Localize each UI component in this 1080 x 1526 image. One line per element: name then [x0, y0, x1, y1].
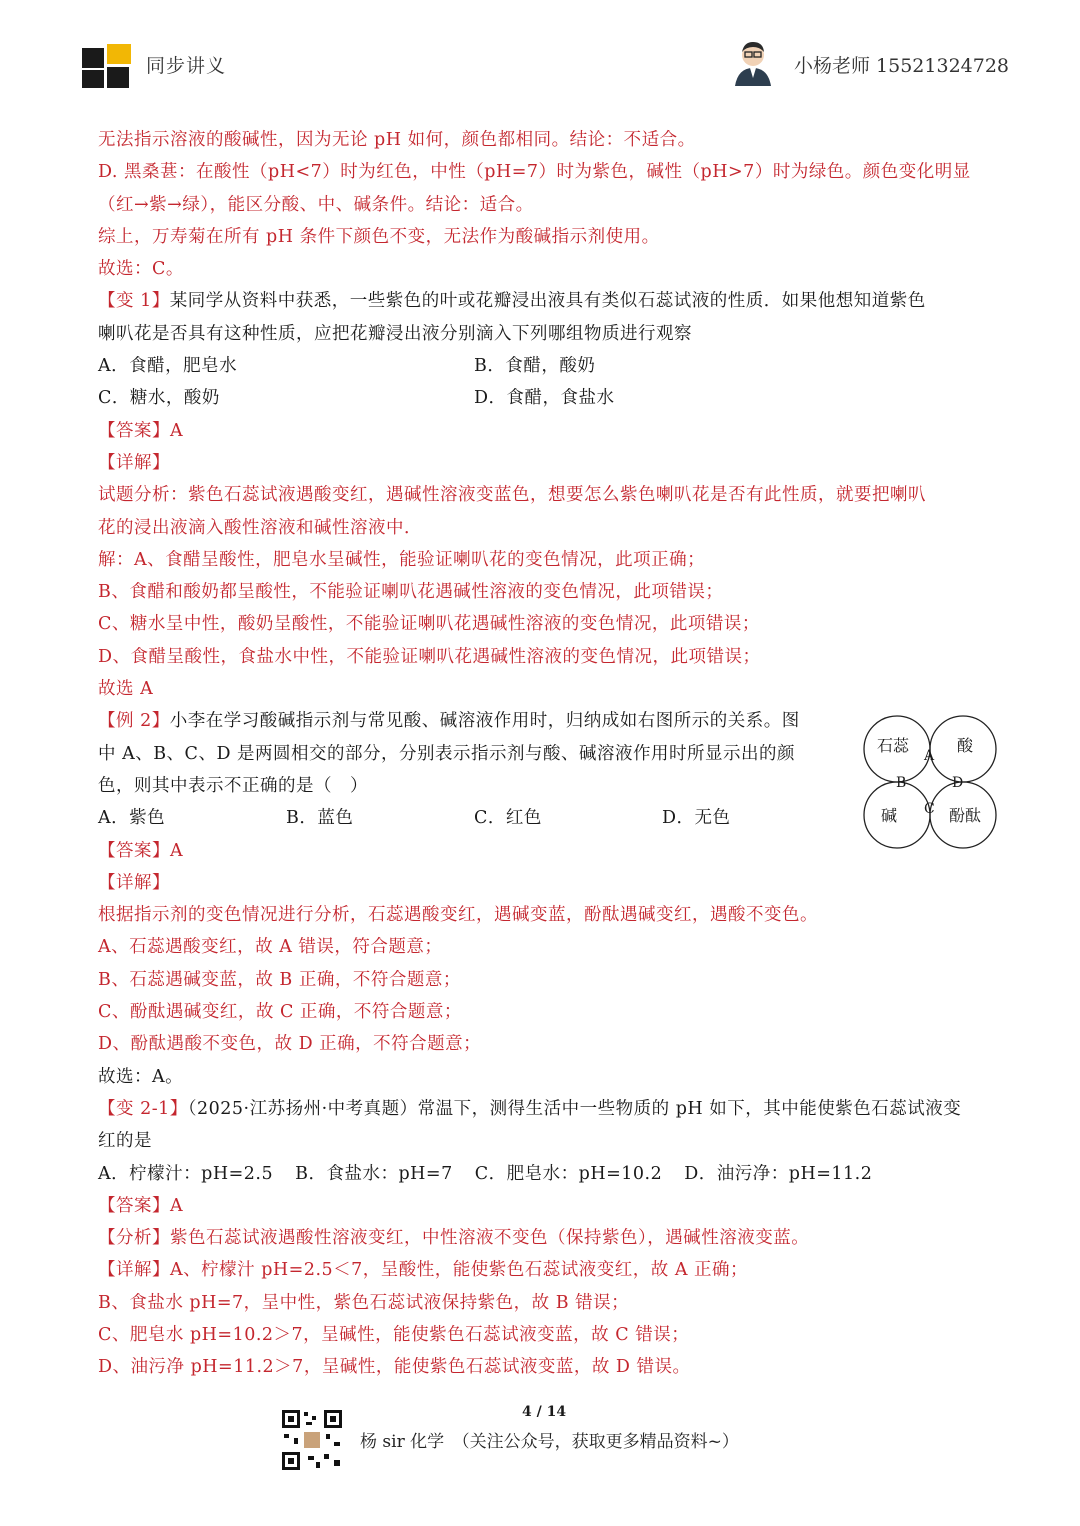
- stem-text: 小李在学习酸碱指示剂与常见酸、碱溶液作用时，归纳成如右图所示的关系。图: [169, 711, 800, 732]
- options-row: [98, 350, 988, 382]
- analysis-line: [98, 1222, 988, 1254]
- option: B．蓝色: [286, 808, 354, 829]
- venn-diagram: [860, 712, 1000, 852]
- question-tag: 【例 2】: [98, 711, 170, 732]
- detail-tag: 【详解】: [98, 872, 170, 893]
- option: D．油污净：pH=11.2: [684, 1163, 873, 1184]
- analysis-tag: 【分析】: [98, 1228, 170, 1249]
- answer: 【答案】A: [98, 840, 184, 861]
- options-row: [98, 802, 988, 834]
- option: B．食盐水：pH=7: [295, 1163, 453, 1184]
- explain-line: D、食醋呈酸性，食盐水中性，不能验证喇叭花遇碱性溶液的变色情况，此项错误；: [98, 646, 761, 667]
- explain-line: C、酚酞遇碱变红，故 C 正确，不符合题意；: [98, 1002, 462, 1023]
- detail-tag: 【详解】: [98, 1260, 170, 1281]
- page-footer: [0, 1400, 1080, 1480]
- option: A．食醋，肥皂水: [98, 356, 238, 377]
- explain-line: B、食醋和酸奶都呈酸性，不能验证喇叭花遇碱性溶液的变色情况，此项错误；: [98, 582, 724, 603]
- text-line: 综上，万寿菊在所有 pH 条件下颜色不变，无法作为酸碱指示剂使用。: [98, 226, 660, 247]
- stem-text: 红的是: [98, 1131, 152, 1152]
- question-tag: 【变 1】: [98, 291, 170, 312]
- page-number: 4 / 14: [522, 1404, 567, 1420]
- teacher-avatar: [730, 38, 776, 86]
- explain-line: C、肥皂水 pH=10.2＞7，呈碱性，能使紫色石蕊试液变蓝，故 C 错误；: [98, 1324, 690, 1345]
- venn-label-fentai: 酚酞: [949, 806, 982, 825]
- option: A．柠檬汁：pH=2.5: [98, 1163, 274, 1184]
- explain-line: 试题分析：紫色石蕊试液遇酸变红，遇碱性溶液变蓝色，想要怎么紫色喇叭花是否有此性质，就要把喇叭: [98, 485, 926, 506]
- footer-text: 杨 sir 化学 （关注公众号，获取更多精品资料~）: [360, 1432, 739, 1452]
- stem-text: 喇叭花是否具有这种性质，应把花瓣浸出液分别滴入下列哪组物质进行观察: [98, 323, 692, 344]
- header-title: 同步讲义: [146, 55, 227, 77]
- option: C．红色: [474, 808, 542, 829]
- option: A．紫色: [98, 808, 166, 829]
- page-header: [0, 0, 1080, 110]
- question-stem: [98, 285, 988, 317]
- stem-text: 某同学从资料中获悉，一些紫色的叶或花瓣浸出液具有类似石蕊试液的性质．如果他想知道紫色: [169, 291, 926, 312]
- venn-label-suan: 酸: [957, 736, 974, 755]
- venn-region-d: D: [952, 775, 964, 791]
- options-row: [98, 382, 988, 414]
- logo-icon: [80, 42, 136, 90]
- venn-label-jian: 碱: [881, 806, 898, 825]
- detail-line: [98, 1254, 988, 1286]
- explain-line: 故选 A: [98, 679, 154, 700]
- explain-line: D、酚酞遇酸不变色，故 D 正确，不符合题意；: [98, 1034, 482, 1055]
- option: C．肥皂水：pH=10.2: [474, 1163, 663, 1184]
- option: D．无色: [662, 808, 731, 829]
- text-line: 无法指示溶液的酸碱性，因为无论 pH 如何，颜色都相同。结论：不适合。: [98, 130, 696, 150]
- explain-line: D、油污净 pH=11.2＞7，呈碱性，能使紫色石蕊试液变蓝，故 D 错误。: [98, 1357, 691, 1378]
- text-line: D. 黑桑葚：在酸性（pH<7）时为红色，中性（pH=7）时为紫色，碱性（pH>7）时为绿色。颜色变化明显: [98, 162, 971, 183]
- venn-label-shiru: 石蕊: [877, 736, 910, 755]
- option: B．食醋，酸奶: [474, 356, 596, 377]
- explain-line: 花的浸出液滴入酸性溶液和碱性溶液中．: [98, 517, 422, 538]
- qr-code-icon: [280, 1408, 344, 1472]
- venn-region-b: B: [896, 775, 907, 791]
- explain-line: 根据指示剂的变色情况进行分析，石蕊遇酸变红，遇碱变蓝，酚酞遇碱变红，遇酸不变色。: [98, 905, 818, 926]
- options-row: [98, 1158, 988, 1190]
- text-line: 故选：C。: [98, 259, 184, 280]
- question-stem: [98, 705, 988, 737]
- venn-region-c: C: [924, 801, 935, 817]
- explain-line: 解：A、食醋呈酸性，肥皂水呈碱性，能验证喇叭花的变色情况，此项正确；: [98, 549, 706, 570]
- detail-tag: 【详解】: [98, 452, 170, 473]
- explain-text: A、柠檬汁 pH=2.5＜7，呈酸性，能使紫色石蕊试液变红，故 A 正确；: [170, 1260, 749, 1281]
- explain-line: B、食盐水 pH=7，呈中性，紫色石蕊试液保持紫色，故 B 错误；: [98, 1292, 630, 1313]
- explain-line: B、石蕊遇碱变蓝，故 B 正确，不符合题意；: [98, 969, 461, 990]
- answer: 【答案】A: [98, 1195, 184, 1216]
- document-body: [98, 124, 988, 1384]
- option: D．食醋，食盐水: [474, 388, 615, 409]
- question-stem: [98, 1093, 988, 1125]
- question-tag: 【变 2-1】: [98, 1098, 188, 1119]
- stem-text: （2025·江苏扬州·中考真题）常温下，测得生活中一些物质的 pH 如下，其中能使紫色石蕊试液变: [187, 1098, 962, 1119]
- analysis-text: 紫色石蕊试液遇酸性溶液变红，中性溶液不变色（保持紫色），遇碱性溶液变蓝。: [170, 1228, 810, 1249]
- header-contact: 小杨老师 15521324728: [794, 55, 1010, 77]
- stem-text: 色，则其中表示不正确的是（ ）: [98, 775, 368, 796]
- explain-line: C、糖水呈中性，酸奶呈酸性，不能验证喇叭花遇碱性溶液的变色情况，此项错误；: [98, 614, 760, 635]
- text-line: （红→紫→绿），能区分酸、中、碱条件。结论：适合。: [98, 194, 534, 215]
- explain-line: A、石蕊遇酸变红，故 A 错误，符合题意；: [98, 937, 443, 958]
- explain-line: 故选：A。: [98, 1066, 184, 1087]
- stem-text: 中 A、B、C、D 是两圆相交的部分，分别表示指示剂与酸、碱溶液作用时所显示出的颜: [98, 743, 796, 764]
- answer: 【答案】A: [98, 420, 184, 441]
- option: C．糖水，酸奶: [98, 388, 220, 409]
- venn-region-a: A: [924, 748, 935, 764]
